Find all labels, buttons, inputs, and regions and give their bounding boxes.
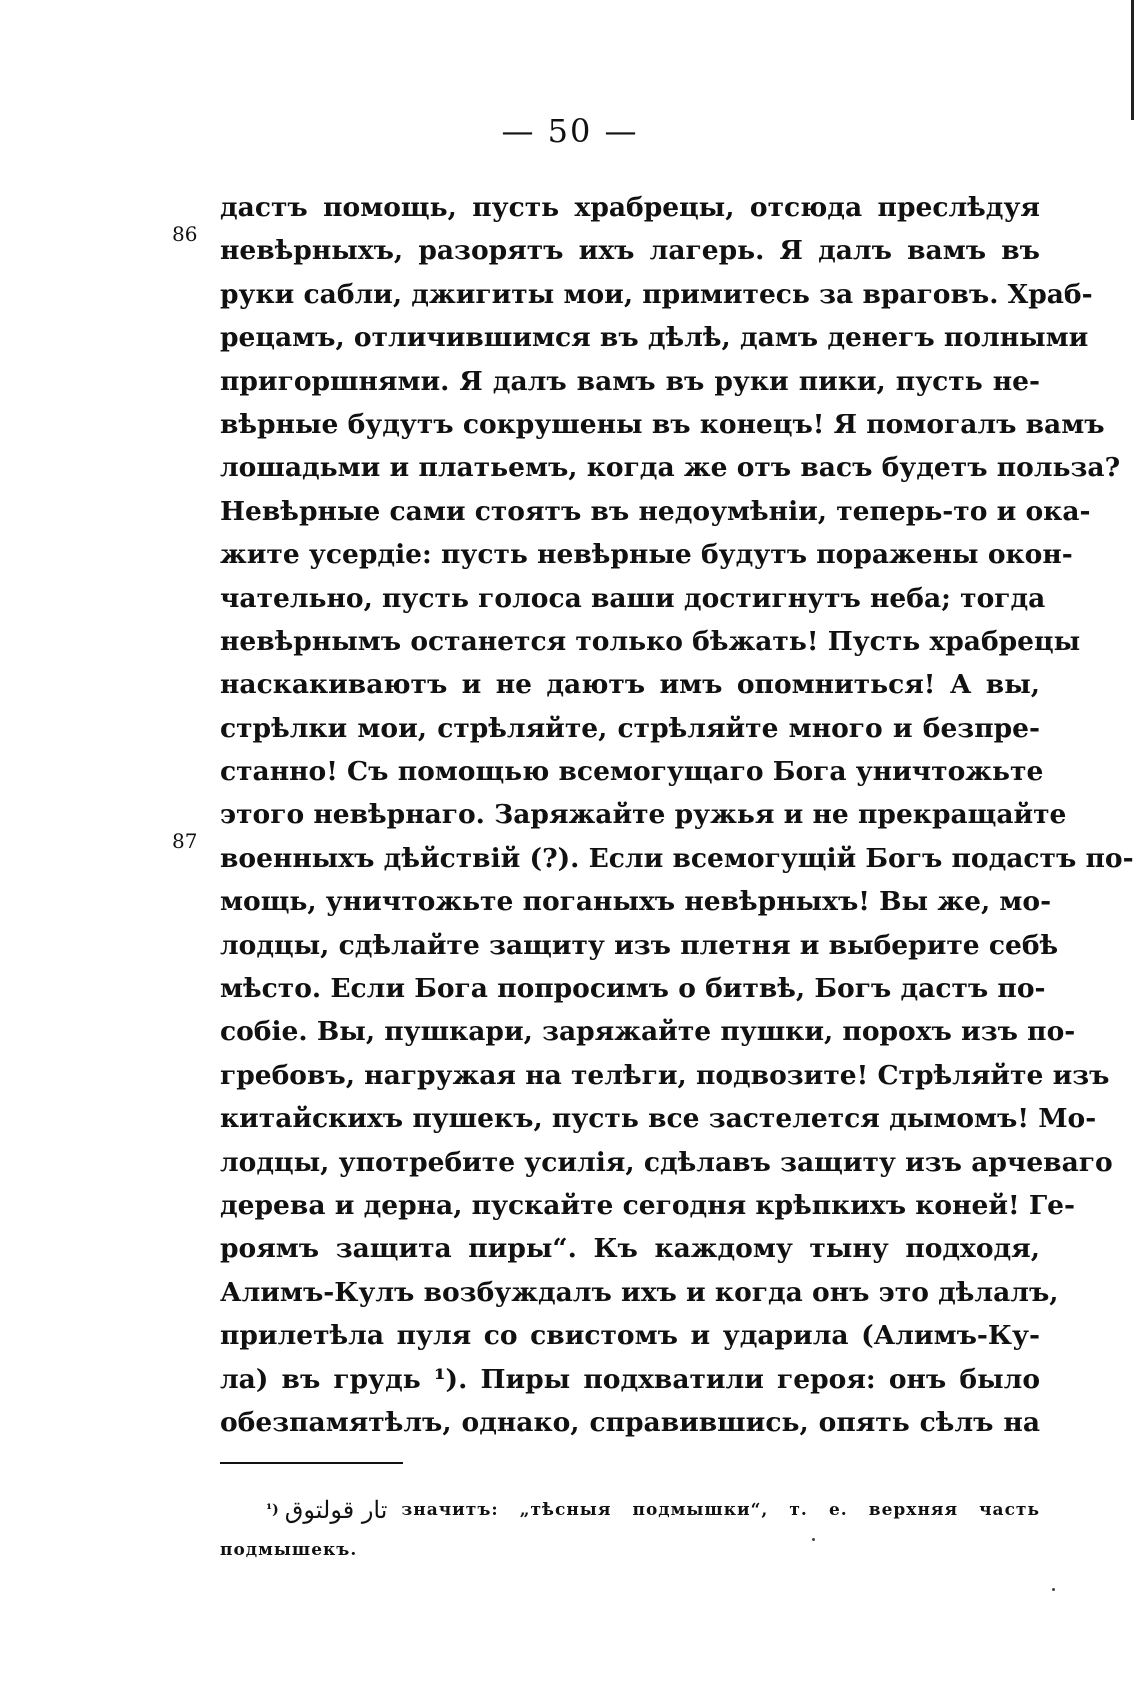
text-line: этого невѣрнаго. Заряжайте ружья и не прекращайте bbox=[220, 799, 1067, 831]
text-line: обезпамятѣлъ, однако, справившись, опять сѣлъ на bbox=[220, 1406, 1040, 1438]
print-speck bbox=[812, 1538, 815, 1541]
text-line: лошадьми и платьемъ, когда же отъ васъ будетъ польза? bbox=[220, 452, 1121, 484]
margin-number-86: 86 bbox=[172, 222, 198, 246]
footnote-arabic-term: تار قولتوق bbox=[284, 1496, 388, 1524]
text-line: пригоршнями. Я далъ вамъ въ руки пики, пусть не- bbox=[220, 365, 1040, 397]
text-line: военныхъ дѣйствій (?). Если всемогущій Богъ подастъ по- bbox=[220, 842, 1134, 874]
text-line: руки сабли, джигиты мои, примитесь за враговъ. Храб- bbox=[220, 278, 1093, 310]
footnote-line-2: подмышекъ. bbox=[220, 1540, 358, 1560]
text-line: гребовъ, нагружая на телѣги, подвозите! Стрѣляйте изъ bbox=[220, 1059, 1110, 1091]
text-line: стрѣлки мои, стрѣляйте, стрѣляйте много и безпре- bbox=[220, 712, 1040, 744]
text-line: вѣрные будутъ сокрушены въ конецъ! Я помогалъ вамъ bbox=[220, 408, 1105, 440]
text-line: чательно, пусть голоса ваши достигнутъ неба; тогда bbox=[220, 582, 1046, 614]
text-line: дерева и дерна, пускайте сегодня крѣпкихъ коней! Ге- bbox=[220, 1189, 1075, 1221]
footnote bbox=[220, 1490, 1040, 1570]
footnote-line-1 bbox=[220, 1490, 1040, 1530]
text-line: мѣсто. Если Бога попросимъ о битвѣ, Богъ дастъ по- bbox=[220, 973, 1046, 1005]
text-line: прилетѣла пуля со свистомъ и ударила (Алимъ-Ку- bbox=[220, 1320, 1040, 1352]
text-line: станно! Съ помощью всемогущаго Бога уничтожьте bbox=[220, 756, 1044, 788]
text-line: Алимъ-Кулъ возбуждалъ ихъ и когда онъ это дѣлалъ, bbox=[220, 1276, 1059, 1308]
text-line: Невѣрные сами стоятъ въ недоумѣніи, теперь-то и ока- bbox=[220, 495, 1091, 527]
print-speck bbox=[1052, 1588, 1055, 1591]
page-edge-line bbox=[1131, 0, 1134, 120]
text-line: дастъ помощь, пусть храбрецы, отсюда преслѣдуя bbox=[220, 192, 1040, 223]
text-line: ла) въ грудь ¹). Пиры подхватили героя: онъ было bbox=[220, 1363, 1040, 1395]
text-line: собіе. Вы, пушкари, заряжайте пушки, порохъ изъ по- bbox=[220, 1016, 1076, 1048]
page-number: — 50 — bbox=[501, 112, 639, 150]
text-line: китайскихъ пушекъ, пусть все застелется дымомъ! Мо- bbox=[220, 1103, 1097, 1135]
text-line: роямъ защита пиры“. Къ каждому тыну подходя, bbox=[220, 1233, 1040, 1265]
text-line: невѣрныхъ, разорятъ ихъ лагерь. Я далъ вамъ въ bbox=[220, 235, 1040, 267]
text-line: жите усердіе: пусть невѣрные будутъ поражены окон- bbox=[220, 539, 1073, 571]
body-text bbox=[220, 186, 1134, 1444]
footnote-marker: ¹) bbox=[266, 1502, 279, 1518]
footnote-text: значитъ: „тѣсныя подмышки“, т. е. верхняя часть bbox=[401, 1500, 1040, 1520]
footnote-rule bbox=[220, 1462, 403, 1464]
text-line: мощь, уничтожьте поганыхъ невѣрныхъ! Вы же, мо- bbox=[220, 886, 1052, 918]
text-line: лодцы, употребите усилія, сдѣлавъ защиту изъ арчеваго bbox=[220, 1146, 1113, 1178]
text-line: наскакиваютъ и не даютъ имъ опомниться! А вы, bbox=[220, 669, 1040, 701]
text-line: рецамъ, отличившимся въ дѣлѣ, дамъ денегъ полными bbox=[220, 322, 1089, 354]
text-line: невѣрнымъ останется только бѣжать! Пусть храбрецы bbox=[220, 625, 1081, 657]
margin-number-87: 87 bbox=[172, 829, 198, 853]
text-line: лодцы, сдѣлайте защиту изъ плетня и выберите себѣ bbox=[220, 929, 1059, 961]
